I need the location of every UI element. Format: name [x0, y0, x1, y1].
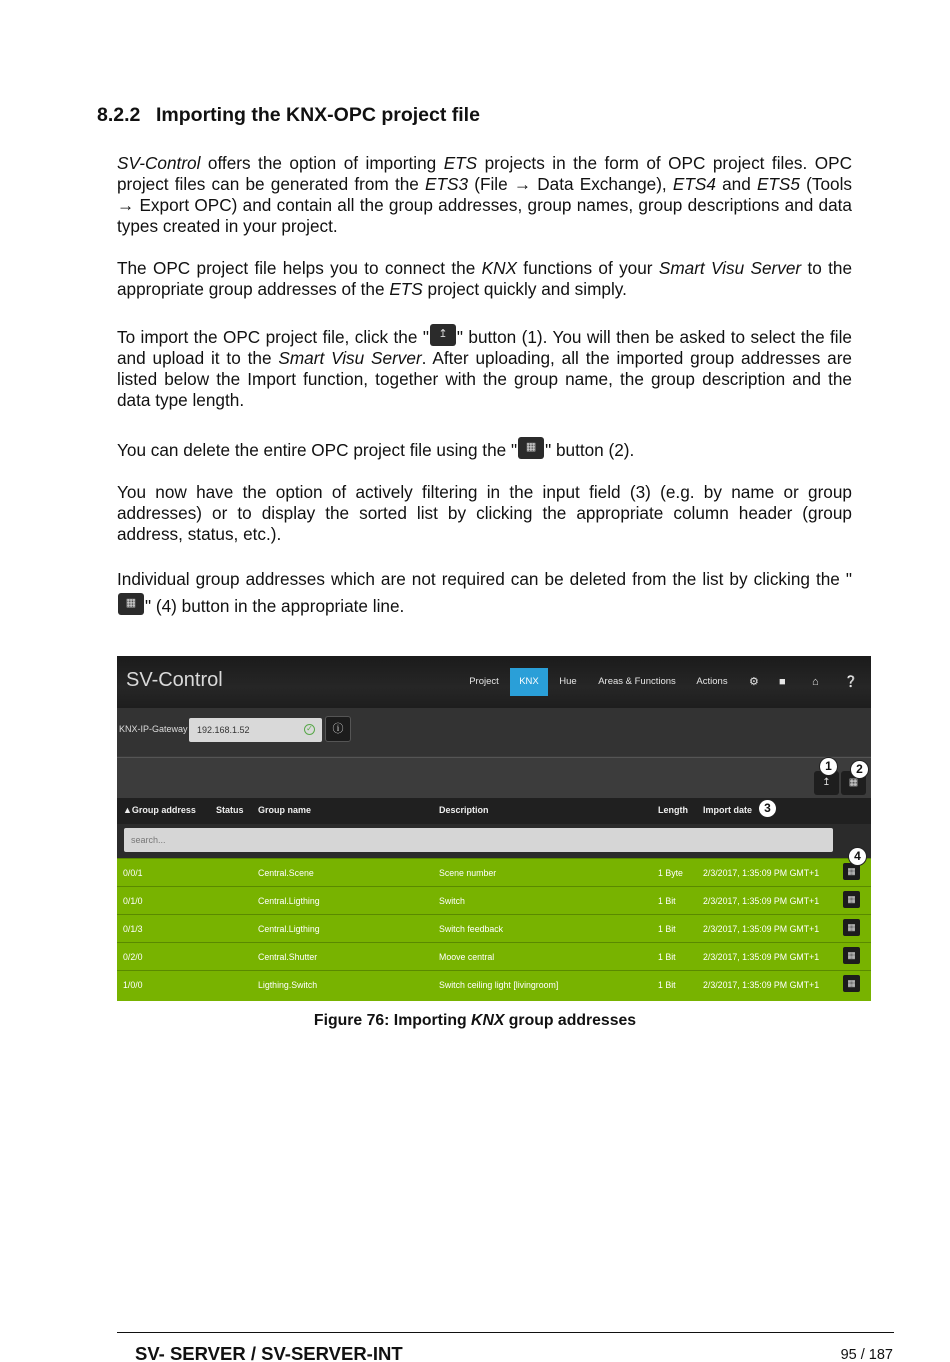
col-status[interactable]: Status — [216, 805, 244, 815]
upload-icon: ↥ — [822, 777, 831, 788]
trash-icon: ▦ — [847, 866, 856, 876]
footer-title: SV- SERVER / SV-SERVER-INT — [135, 1343, 403, 1362]
marker-3: 3 — [758, 799, 777, 818]
marker-4: 4 — [848, 847, 867, 866]
trash-icon: ▦ — [118, 593, 144, 615]
gateway-label: KNX-IP-Gateway — [119, 724, 188, 734]
table-row — [117, 858, 871, 886]
cell-date: 2/3/2017, 1:35:09 PM GMT+1 — [703, 896, 820, 906]
paragraph-delete-line: Individual group addresses which are not required can be deleted from the list by clicking the " ▦ " (4) button in the appropriate line. — [117, 569, 852, 616]
home-icon[interactable]: ⌂ — [812, 676, 819, 688]
col-group-name[interactable]: Group name — [258, 805, 312, 815]
paragraph-import: To import the OPC project file, click the " ↥ " button (1). You will then be asked to select the file and upload it to the Smart Visu Server. After uploading, all the imported group addresses are listed below the Import function, together with the group name, the group description and the data type length. — [117, 324, 852, 411]
nav-project[interactable]: Project — [469, 676, 499, 687]
section-heading — [97, 104, 480, 127]
check-icon: ✓ — [304, 724, 315, 735]
lock-icon[interactable]: ■ — [779, 676, 786, 688]
trash-icon: ▦ — [847, 950, 856, 960]
trash-icon: ▦ — [847, 894, 856, 904]
nav-areas-functions[interactable]: Areas & Functions — [598, 676, 676, 687]
nav-knx[interactable]: KNX — [510, 668, 548, 696]
sv-control-screenshot — [117, 656, 871, 1001]
table-row — [117, 970, 871, 1001]
cell-name: Ligthing.Switch — [258, 980, 318, 990]
cell-address: 1/0/0 — [123, 980, 143, 990]
paragraph-intro: SV-Control offers the option of importing ETS projects in the form of OPC project files. OPC project files can be generated from the ETS3 (File → Data Exchange), ETS4 and ETS5 (Tools → Export OPC) and contain all the group addresses, group names, group descriptions and data types created in your project. — [117, 153, 853, 236]
cell-description: Switch feedback — [439, 924, 504, 934]
gateway-ip-input[interactable] — [189, 718, 322, 742]
col-group-address[interactable]: ▲Group address — [123, 805, 196, 815]
cell-name: Central.Ligthing — [258, 896, 320, 906]
cell-address: 0/1/0 — [123, 896, 143, 906]
gateway-ip-value: 192.168.1.52 — [197, 725, 250, 735]
cell-length: 1 Byte — [658, 868, 683, 878]
table-row — [117, 886, 871, 914]
brand-title: SV-Control — [126, 669, 223, 691]
cell-description: Moove central — [439, 952, 495, 962]
cell-length: 1 Bit — [658, 952, 676, 962]
section-number: 8.2.2 — [97, 104, 141, 126]
cell-date: 2/3/2017, 1:35:09 PM GMT+1 — [703, 924, 820, 934]
row-delete-button[interactable] — [843, 975, 860, 992]
cell-address: 0/0/1 — [123, 868, 143, 878]
info-icon: ⓘ — [332, 723, 344, 735]
cell-length: 1 Bit — [658, 924, 676, 934]
gear-icon[interactable]: ⚙ — [749, 676, 759, 688]
cell-name: Central.Scene — [258, 868, 314, 878]
paragraph-connect: The OPC project file helps you to connect the KNX functions of your Smart Visu Server to the appropriate group addresses of the ETS project quickly and simply. — [117, 258, 852, 299]
page-number: 95 / 187 — [840, 1347, 893, 1362]
info-button[interactable] — [325, 716, 351, 742]
cell-address: 0/1/3 — [123, 924, 143, 934]
nav-actions[interactable]: Actions — [696, 676, 728, 687]
trash-icon: ▦ — [848, 777, 859, 788]
col-import-date[interactable]: Import date — [703, 805, 753, 815]
action-row — [117, 757, 871, 798]
cell-length: 1 Bit — [658, 980, 676, 990]
upload-icon: ↥ — [430, 324, 456, 346]
marker-1: 1 — [819, 757, 838, 776]
section-title: Importing the KNX-OPC project file — [156, 104, 480, 126]
row-delete-button[interactable] — [843, 919, 860, 936]
cell-date: 2/3/2017, 1:35:09 PM GMT+1 — [703, 980, 820, 990]
trash-icon: ▦ — [847, 922, 856, 932]
cell-description: Scene number — [439, 868, 497, 878]
cell-length: 1 Bit — [658, 896, 676, 906]
cell-name: Central.Shutter — [258, 952, 318, 962]
help-icon[interactable]: ❔ — [844, 676, 858, 688]
cell-name: Central.Ligthing — [258, 924, 320, 934]
table-row — [117, 914, 871, 942]
table-row — [117, 942, 871, 970]
footer-divider — [117, 1332, 894, 1333]
cell-description: Switch — [439, 896, 465, 906]
marker-2: 2 — [850, 760, 869, 779]
cell-description: Switch ceiling light [livingroom] — [439, 980, 559, 990]
trash-icon: ▦ — [518, 437, 544, 459]
cell-date: 2/3/2017, 1:35:09 PM GMT+1 — [703, 952, 820, 962]
col-description[interactable]: Description — [439, 805, 489, 815]
paragraph-filter: You now have the option of actively filtering in the input field (3) (e.g. by name or group addresses) or to display the sorted list by clicking the appropriate column header (group address, status, etc.). — [117, 482, 852, 544]
row-delete-button[interactable] — [843, 947, 860, 964]
nav-hue[interactable]: Hue — [559, 676, 577, 687]
figure-caption: Figure 76: Importing KNX group addresses — [313, 1012, 637, 1029]
search-input[interactable]: search... — [124, 828, 833, 852]
col-length[interactable]: Length — [658, 805, 688, 815]
paragraph-delete-file: You can delete the entire OPC project file using the " ▦ " button (2). — [117, 437, 852, 461]
trash-icon: ▦ — [847, 978, 856, 988]
cell-date: 2/3/2017, 1:35:09 PM GMT+1 — [703, 868, 820, 878]
cell-address: 0/2/0 — [123, 952, 143, 962]
row-delete-button[interactable] — [843, 891, 860, 908]
